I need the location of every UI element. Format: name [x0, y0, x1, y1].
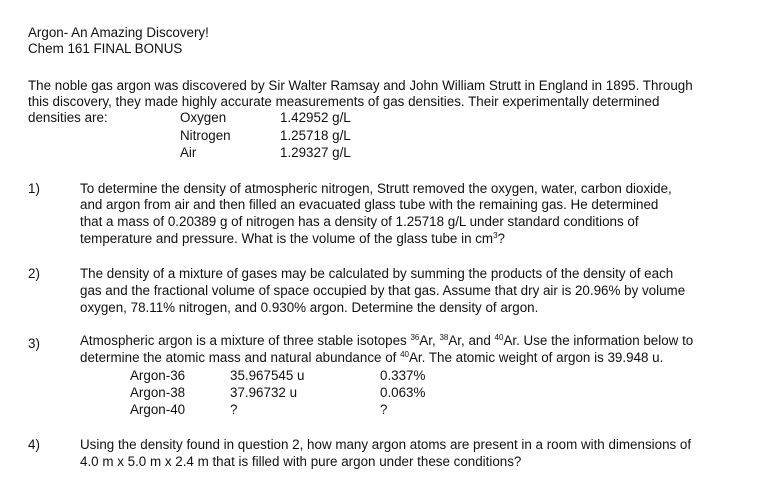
density-value: 1.25718 g/L	[280, 128, 351, 143]
isotope-abundance: ?	[380, 402, 388, 417]
document-subtitle: Chem 161 FINAL BONUS	[28, 41, 183, 56]
superscript: 36	[410, 333, 420, 342]
intro-densities-label: densities are:	[28, 110, 108, 125]
isotope-abundance: 0.063%	[380, 385, 426, 400]
question-line: and argon from air and then filled an evacuated glass tube with the remaining gas. He determined	[80, 197, 659, 212]
isotope-name: Argon-38	[130, 385, 186, 400]
question-line: 4.0 m x 5.0 m x 2.4 m that is filled with pure argon under these conditions?	[80, 454, 522, 469]
question-line-text: Ar. The atomic weight of argon is 39.948 u.	[409, 350, 664, 365]
intro-line-1: The noble gas argon was discovered by Sir Walter Ramsay and John William Strutt in England in 1895. Through	[28, 78, 693, 93]
document-title: Argon- An Amazing Discovery!	[28, 25, 209, 40]
density-value: 1.42952 g/L	[280, 110, 351, 125]
isotope-mass: ?	[230, 402, 238, 417]
question-line-text: Atmospheric argon is a mixture of three stable isotopes	[80, 333, 411, 348]
isotope-name: Argon-36	[130, 368, 186, 383]
question-line: gas and the fractional volume of space occupied by that gas. Assume that dry air is 20.96% by volume	[80, 283, 686, 298]
isotope-mass: 35.967545 u	[230, 368, 305, 383]
density-gas: Air	[180, 145, 197, 160]
question-line: To determine the density of atmospheric nitrogen, Strutt removed the oxygen, water, carbon dioxide,	[80, 181, 672, 196]
question-line-text: Ar, and	[448, 333, 495, 348]
density-value: 1.29327 g/L	[280, 145, 351, 160]
density-gas: Nitrogen	[180, 128, 231, 143]
question-line-text: Ar. Use the information below to	[503, 333, 694, 348]
question-line-text: Ar,	[419, 333, 440, 348]
question-number: 1)	[28, 181, 40, 196]
question-line	[80, 333, 693, 349]
question-line: oxygen, 78.11% nitrogen, and 0.930% argon. Determine the density of argon.	[80, 300, 539, 315]
question-line	[80, 231, 505, 247]
question-line: The density of a mixture of gases may be calculated by summing the products of the density of each	[80, 266, 674, 281]
question-line	[80, 350, 663, 366]
question-line-text: determine the atomic mass and natural abundance of	[80, 350, 401, 365]
question-number: 4)	[28, 437, 40, 452]
question-number: 3)	[28, 336, 40, 351]
isotope-abundance: 0.337%	[380, 368, 426, 383]
isotope-name: Argon-40	[130, 402, 186, 417]
density-gas: Oxygen	[180, 110, 227, 125]
superscript: 38	[439, 333, 449, 342]
isotope-mass: 37.96732 u	[230, 385, 298, 400]
superscript: 40	[400, 350, 409, 359]
question-line-text: ?	[497, 231, 505, 246]
question-line: Using the density found in question 2, how many argon atoms are present in a room with dimensions of	[80, 437, 692, 452]
question-line-text: temperature and pressure. What is the volume of the glass tube in cm	[80, 231, 494, 246]
intro-line-2: this discovery, they made highly accurate measurements of gas densities. Their experimentally determined	[28, 94, 660, 109]
superscript: 3	[493, 231, 498, 240]
question-number: 2)	[28, 266, 40, 281]
superscript: 40	[494, 333, 504, 342]
question-line: that a mass of 0.20389 g of nitrogen has a density of 1.25718 g/L under standard conditions of	[80, 214, 639, 229]
